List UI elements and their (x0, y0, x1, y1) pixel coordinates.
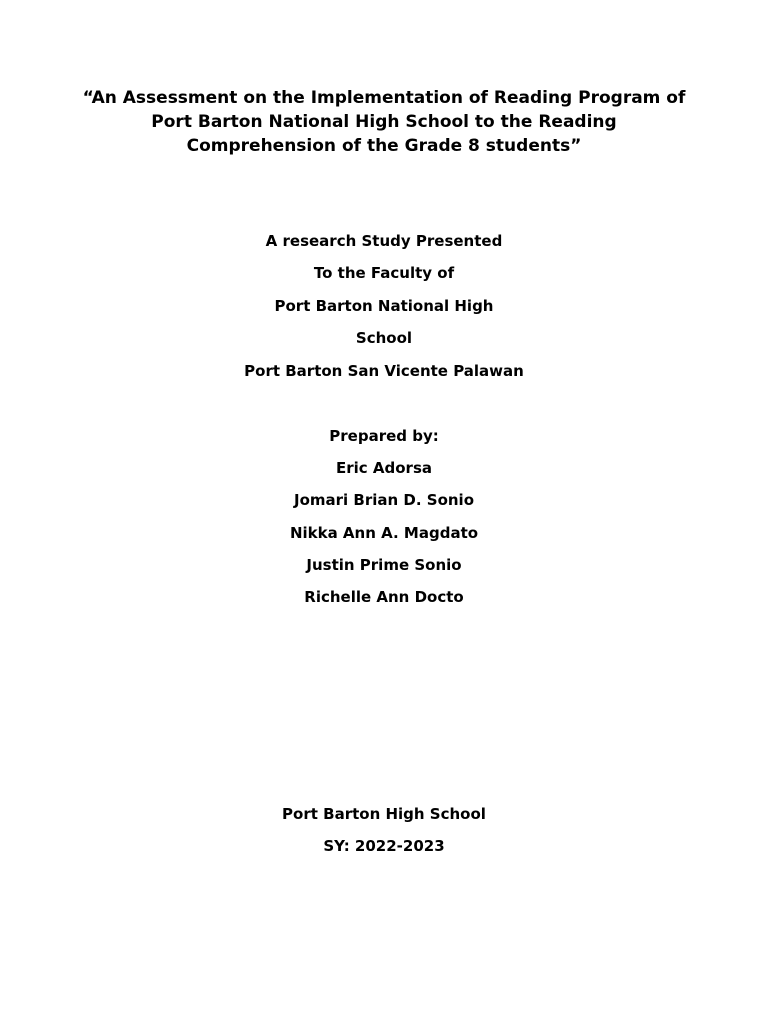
title-line-3: Comprehension of the Grade 8 students” (186, 136, 582, 156)
presentation-line-1: A research Study Presented (265, 232, 503, 250)
author-name: Richelle Ann Docto (304, 588, 464, 606)
author-name: Justin Prime Sonio (306, 556, 462, 574)
presentation-line-2: To the Faculty of (313, 264, 455, 282)
school-year: SY: 2022-2023 (323, 837, 445, 855)
author-name: Jomari Brian D. Sonio (294, 491, 474, 509)
presentation-line-4: School (355, 329, 413, 347)
school-name: Port Barton High School (282, 805, 486, 823)
title-line-2: Port Barton National High School to the Reading (151, 112, 617, 132)
presentation-line-5: Port Barton San Vicente Palawan (244, 362, 524, 380)
document-title (60, 86, 708, 158)
author-name: Nikka Ann A. Magdato (289, 524, 479, 542)
presentation-line-3: Port Barton National High (274, 297, 494, 315)
prepared-by-heading: Prepared by: (329, 427, 439, 445)
title-line-1: “An Assessment on the Implementation of Reading Program of (82, 88, 686, 108)
author-name: Eric Adorsa (336, 459, 432, 477)
